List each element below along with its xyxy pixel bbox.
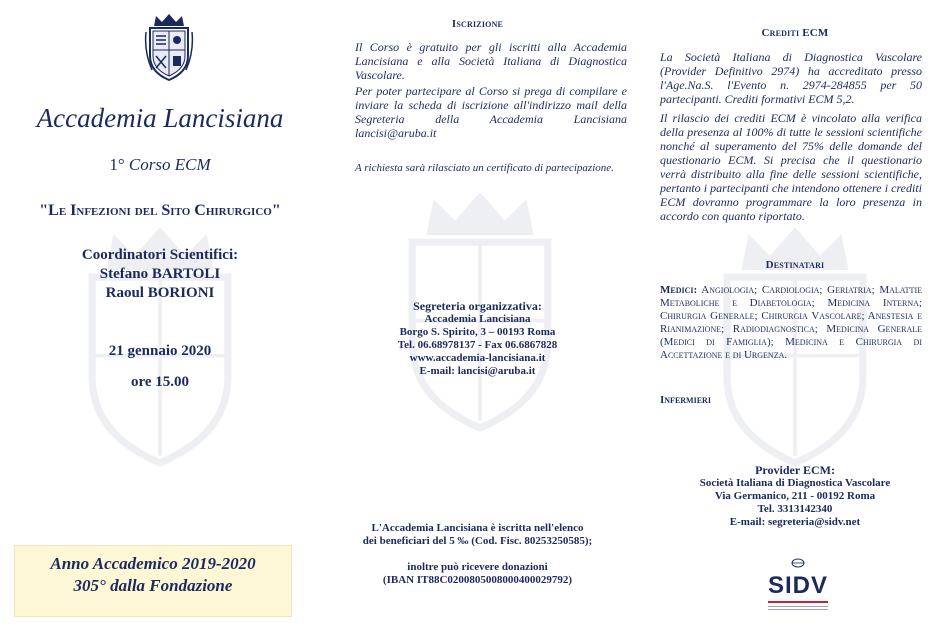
donations-spacer xyxy=(335,548,620,561)
provider-email-link[interactable]: E-mail: segreteria@sidv.net xyxy=(729,516,861,528)
academic-year: Anno Accademico 2019-2020 xyxy=(50,554,256,573)
crediti-heading: Crediti ECM xyxy=(761,27,829,39)
segreteria-line: Accademia Lancisiana xyxy=(424,313,531,325)
logo-accent-line xyxy=(768,601,828,603)
donations-block xyxy=(335,522,620,587)
iban-line: (IBAN IT88C0200805008000400029792) xyxy=(382,574,573,586)
crediti-paragraph: Il rilascio dei crediti ECM è vincolato alla verifica della presenza al 100% di tutte le sessioni scientifiche nonché al superamento del 75% delle domande del questionario ECM. Si precisa che il questionario verrà distribuito alla fine delle sessioni scientifiche, pertanto i partecipanti che intendono ottenere i crediti ECM dovranno programmare la loro presenza in accordo con quanto riportato. xyxy=(660,111,922,223)
academy-title: Accademia Lancisiana xyxy=(36,103,284,133)
left-panel xyxy=(0,0,320,631)
event-time: ore 15.00 xyxy=(130,374,190,390)
provider-line: Via Germanico, 211 - 00192 Roma xyxy=(714,490,876,502)
foundation-anniversary: 305° dalla Fondazione xyxy=(73,576,233,595)
sidv-globe-icon xyxy=(791,558,805,568)
course-title: "Le Infezioni del Sito Chirurgico" xyxy=(39,202,281,219)
destinatari-heading: Destinatari xyxy=(765,259,825,271)
segreteria-heading: Segreteria organizzativa: xyxy=(413,299,542,313)
provider-line: Tel. 3313142340 xyxy=(757,503,833,515)
email-link[interactable]: E-mail: lancisi@aruba.it xyxy=(419,365,536,377)
website-link[interactable]: www.accademia-lancisiana.it xyxy=(409,352,546,364)
iscrizione-heading: Iscrizione xyxy=(451,18,504,30)
infermieri-label: Infermieri xyxy=(660,394,711,406)
sidv-logo xyxy=(758,555,838,625)
donations-line: L'Accademia Lancisiana è iscritta nell'elenco xyxy=(371,522,584,534)
segreteria-line: Borgo S. Spirito, 3 – 00193 Roma xyxy=(399,326,556,338)
segreteria-line: Tel. 06.68978137 - Fax 06.6867828 xyxy=(397,339,558,351)
provider-heading: Provider ECM: xyxy=(755,463,835,477)
event-date: 21 gennaio 2020 xyxy=(108,343,212,359)
medici-list: Angiologia; Cardiologia; Geriatria; Malattie Metaboliche e Diabetologia; Medicina Interna; Chirurgia Generale; Chirurgia Vascolare; Anestesia e Rianimazione; Radiodiagnostica; Medicina Generale (Medici di Famiglia); Medicina e Chirurgia di Accettazione e di Urgenza. xyxy=(660,284,922,361)
coordinator-name: Stefano BARTOLI xyxy=(99,266,221,282)
donations-line: dei beneficiari del 5 ‰ (Cod. Fisc. 80253250585); xyxy=(362,535,593,547)
academic-year-box xyxy=(14,545,292,617)
destinatari-list xyxy=(660,284,922,362)
course-number-line xyxy=(0,155,320,175)
iscrizione-paragraph: Il Corso è gratuito per gli iscritti alla Accademia Lancisiana e alla Società Italiana di Diagnostica Vascolare. xyxy=(355,40,627,82)
segreteria-block xyxy=(335,300,620,378)
crediti-paragraph: La Società Italiana di Diagnostica Vascolare (Provider Definitivo 2974) ha accreditato presso l'Age.Na.S. l'Evento n. 2974-284855 per 50 partecipanti. Crediti formativi ECM 5,2. xyxy=(660,50,922,106)
crest-icon xyxy=(144,12,194,82)
medici-label: Medici: xyxy=(660,284,698,296)
logo-fineprint xyxy=(768,609,828,610)
coordinator-name: Raoul BORIONI xyxy=(105,285,215,301)
coordinators-label: Coordinatori Scientifici: xyxy=(81,247,239,263)
sidv-logo-text: SIDV xyxy=(767,572,828,599)
middle-panel xyxy=(335,0,627,631)
provider-block xyxy=(650,464,940,529)
provider-line: Società Italiana di Diagnostica Vascolare xyxy=(699,477,891,489)
certificate-note: A richiesta sarà rilasciato un certificato di partecipazione. xyxy=(355,162,614,174)
iscrizione-paragraph: Per poter partecipare al Corso si prega di compilare e inviare la scheda di iscrizione all'indirizzo mail della Segreteria della Accademia Lancisiana lancisi@aruba.it xyxy=(355,84,627,140)
right-panel xyxy=(650,0,940,631)
coordinators-block xyxy=(0,246,320,303)
course-number: 1° xyxy=(109,155,125,174)
donations-line: inoltre può ricevere donazioni xyxy=(407,561,548,573)
course-label: Corso ECM xyxy=(128,155,211,174)
logo-fineprint xyxy=(768,606,828,607)
